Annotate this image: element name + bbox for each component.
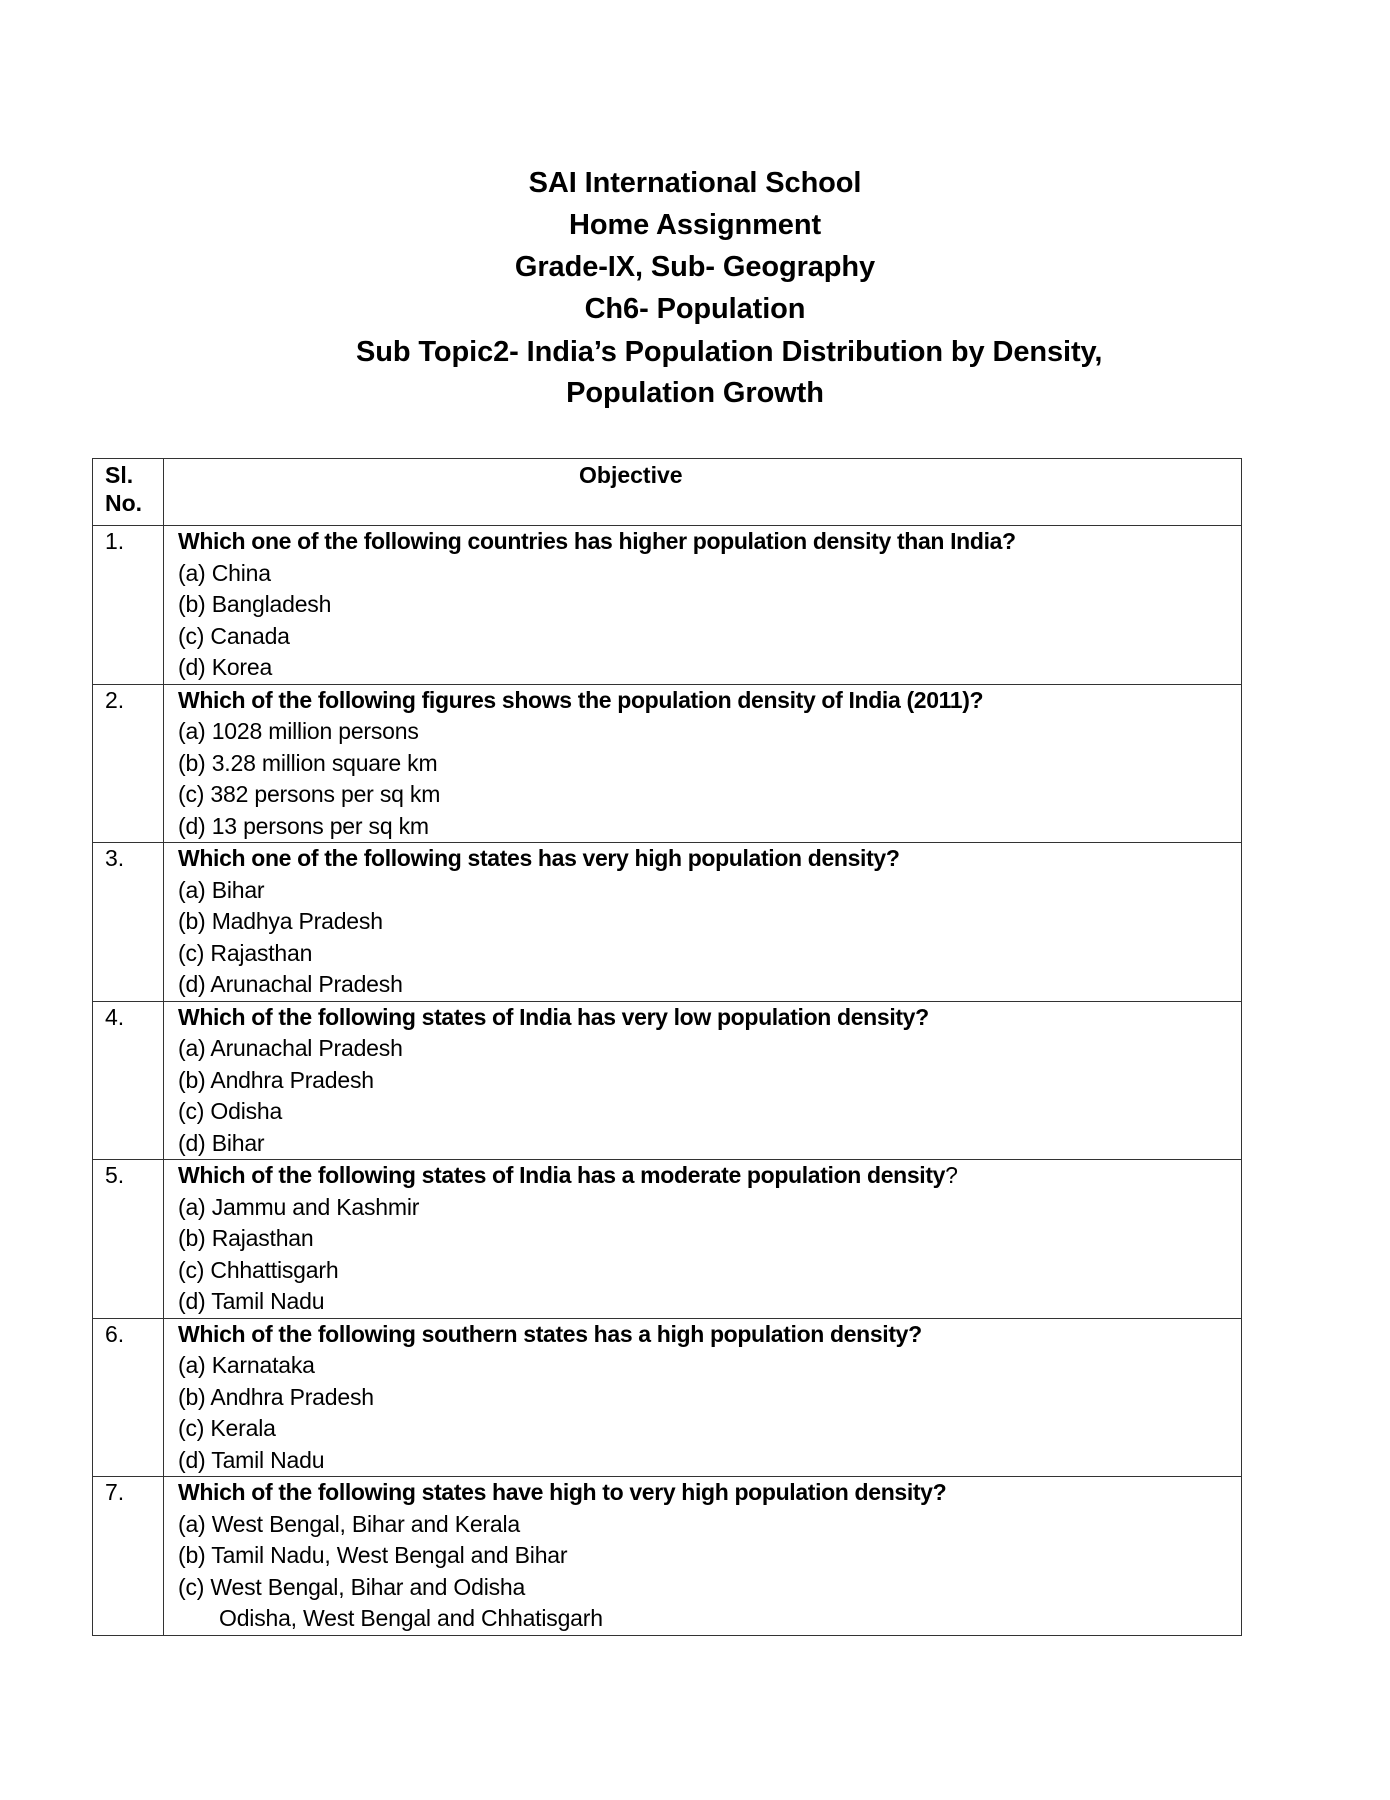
column-header-sl: Sl.: [105, 462, 134, 488]
table-header-row: [93, 459, 1242, 526]
question-text: [178, 1002, 1241, 1034]
question-row: [93, 1160, 1242, 1319]
question-row: [93, 684, 1242, 843]
question-row: [93, 1477, 1242, 1636]
school-name: SAI International School: [528, 167, 862, 199]
question-text-main: Which of the following states of India has very low population density?: [178, 1003, 929, 1030]
question-text-tail: ?: [945, 1162, 958, 1188]
question-text-main: Which of the following southern states has a high population density?: [178, 1320, 922, 1347]
option-b: (b) Tamil Nadu, West Bengal and Bihar: [178, 1542, 568, 1568]
option-b: (b) 3.28 million square km: [178, 749, 438, 776]
objective-questions-table: [92, 458, 1242, 1636]
option-a: (a) 1028 million persons: [178, 718, 419, 744]
question-row: [93, 526, 1242, 685]
option-d: (d) Korea: [178, 654, 273, 680]
option-c: (c) 382 persons per sq km: [178, 781, 441, 807]
question-text: [178, 1319, 1241, 1351]
question-cell: [164, 843, 1242, 1002]
option-c: (c) West Bengal, Bihar and Odisha: [178, 1573, 526, 1600]
question-text: [178, 1477, 1241, 1509]
option-b: (b) Andhra Pradesh: [178, 1066, 374, 1093]
subtopic-title: Sub Topic2- India’s Population Distribution by Density,: [356, 336, 1103, 368]
question-text-main: Which of the following states of India has a moderate population density: [178, 1162, 946, 1188]
question-number: 5.: [93, 1160, 164, 1319]
question-cell: [164, 684, 1242, 843]
option-a: (a) China: [178, 559, 271, 586]
option-d: (d) Tamil Nadu: [178, 1288, 325, 1314]
column-header-sl-no: [93, 459, 164, 526]
question-number: 6.: [93, 1318, 164, 1477]
question-number: 7.: [93, 1477, 164, 1636]
grade-subject: Grade-IX, Sub- Geography: [514, 251, 876, 283]
option-continuation: Odisha, West Bengal and Chhatisgarh: [219, 1605, 603, 1631]
question-text: [178, 685, 1241, 717]
question-number: 1.: [93, 526, 164, 685]
option-b: (b) Madhya Pradesh: [178, 908, 383, 934]
assignment-title: Home Assignment: [568, 209, 822, 241]
question-text-main: Which of the following states have high to very high population density?: [178, 1479, 947, 1505]
option-c: (c) Canada: [178, 622, 290, 649]
option-d: (d) Tamil Nadu: [178, 1446, 325, 1473]
option-d: (d) Arunachal Pradesh: [178, 971, 403, 997]
objective-label: Objective: [579, 462, 683, 488]
question-text-main: Which one of the following states has very high population density?: [178, 845, 900, 871]
option-a: (a) Arunachal Pradesh: [178, 1035, 403, 1061]
question-number: 4.: [93, 1001, 164, 1160]
option-a: (a) Karnataka: [178, 1352, 315, 1378]
question-row: [93, 1001, 1242, 1160]
question-text-main: Which one of the following countries has higher population density than India?: [178, 528, 1016, 554]
option-a: (a) Jammu and Kashmir: [178, 1193, 420, 1220]
option-c: (c) Kerala: [178, 1415, 276, 1441]
option-d: (d) 13 persons per sq km: [178, 812, 429, 839]
question-text: [178, 526, 1241, 558]
question-cell: [164, 1160, 1242, 1319]
option-b: (b) Andhra Pradesh: [178, 1383, 374, 1410]
question-row: [93, 843, 1242, 1002]
option-b: (b) Rajasthan: [178, 1225, 314, 1251]
question-number: 3.: [93, 843, 164, 1002]
chapter-title: Ch6- Population: [584, 293, 806, 325]
question-text: [178, 1160, 1241, 1192]
question-cell: [164, 1318, 1242, 1477]
questions-body: [93, 526, 1242, 1636]
question-number: 2.: [93, 684, 164, 843]
option-c: (c) Odisha: [178, 1098, 283, 1124]
question-cell: [164, 1001, 1242, 1160]
question-cell: [164, 526, 1242, 685]
question-row: [93, 1318, 1242, 1477]
option-a: (a) Bihar: [178, 876, 265, 903]
question-cell: [164, 1477, 1242, 1636]
option-c: (c) Rajasthan: [178, 939, 313, 966]
option-b: (b) Bangladesh: [178, 591, 332, 617]
subtopic-title-continued: Population Growth: [566, 377, 824, 409]
question-text: [178, 843, 1241, 875]
option-c: (c) Chhattisgarh: [178, 1256, 339, 1283]
option-a: (a) West Bengal, Bihar and Kerala: [178, 1510, 520, 1537]
question-text-main: Which of the following figures shows the population density of India (2011)?: [178, 686, 984, 713]
column-header-objective: [164, 459, 1242, 526]
option-d: (d) Bihar: [178, 1129, 265, 1156]
column-header-no: No.: [105, 490, 143, 516]
